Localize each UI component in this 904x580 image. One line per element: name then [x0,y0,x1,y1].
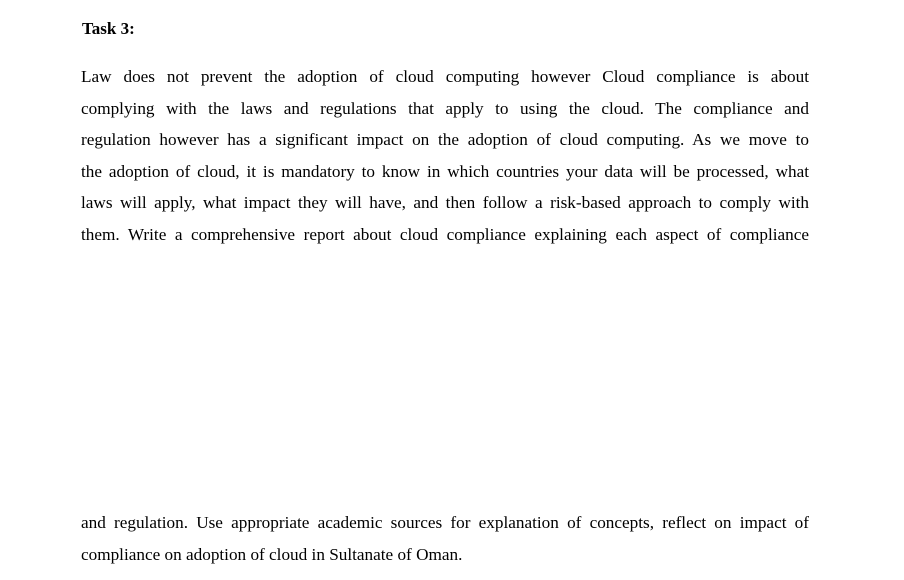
paragraph-line: Law does not prevent the adoption of cloud computing however Cloud compliance is about [81,67,809,86]
paragraph-line: complying with the laws and regulations that apply to using the cloud. The compliance and [81,99,809,118]
paragraph-line: and regulation. Use appropriate academic sources for explanation of concepts, reflect on impact of [81,513,809,532]
paragraph-line: regulation however has a significant impact on the adoption of cloud computing. As we move to [81,130,809,149]
paragraph-line: laws will apply, what impact they will have, and then follow a risk-based approach to comply with [81,193,809,212]
paragraph-line: compliance on adoption of cloud in Sultanate of Oman. [81,545,463,564]
task-heading: Task 3: [82,19,135,38]
paragraph-line: them. Write a comprehensive report about cloud compliance explaining each aspect of compliance [81,225,809,244]
paragraph-line: the adoption of cloud, it is mandatory to know in which countries your data will be processed, what [81,162,809,181]
